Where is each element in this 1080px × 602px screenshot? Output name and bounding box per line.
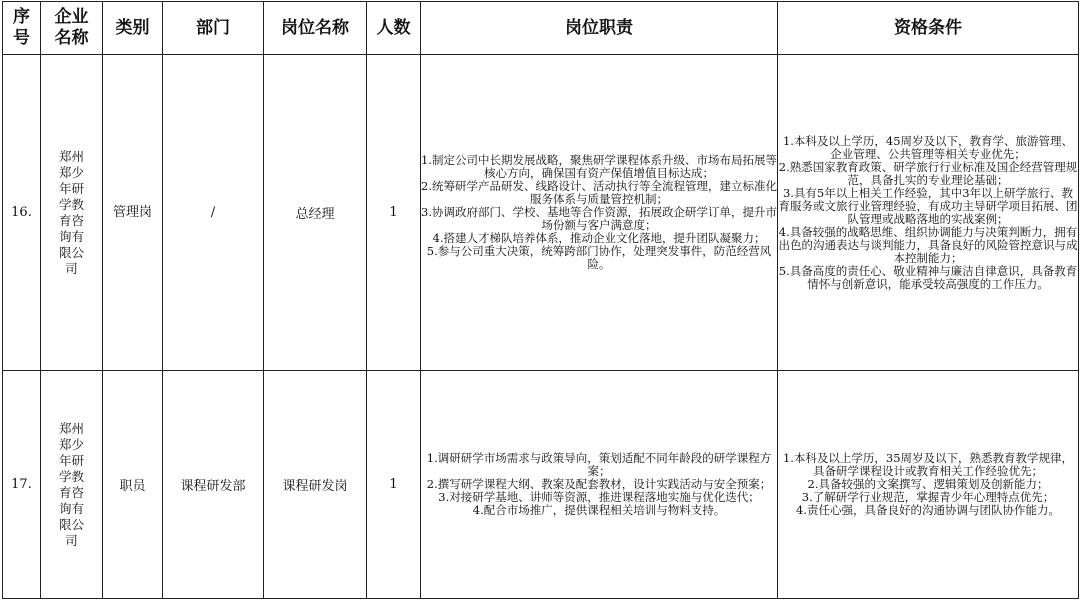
qualification-item: 2.熟悉国家教育政策、研学旅行行业标准及国企经营管理规范，具备扎实的专业理论基础； (778, 159, 1078, 187)
duty-item: 1.调研研学市场需求与政策导向，策划适配不同年龄段的研学课程方案； (426, 451, 772, 478)
table-row (3, 55, 1079, 371)
qualifications-cell (778, 55, 1079, 371)
qualification-item: 3.了解研学行业规范，掌握青少年心理特点优先； (801, 490, 1055, 504)
recruitment-table (2, 1, 1079, 599)
header-qualifications: 资格条件 (778, 2, 1079, 55)
header-category: 类别 (103, 2, 163, 55)
qualification-item: 1.本科及以上学历，35周岁及以下，熟悉教育教学规律，具备研学课程设计或教育相关工作经验优先； (782, 451, 1074, 478)
company-cell: 郑州郑少年研学教育咨询有限公司 (41, 55, 103, 371)
duty-item: 2.撰写研学课程大纲、教案及配套教材，设计实践活动与安全预案； (426, 477, 772, 491)
qualifications-cell (778, 371, 1079, 599)
position-cell: 课程研发岗 (264, 371, 367, 599)
header-company: 企业名称 (41, 2, 103, 55)
header-department: 部门 (163, 2, 264, 55)
department-cell: / (163, 55, 264, 371)
qualification-item: 2.具备较强的文案撰写、逻辑策划及创新能力； (807, 477, 1049, 491)
header-row (3, 2, 1079, 55)
qualification-item: 5.具备高度的责任心、敬业精神与廉洁自律意识，具备教育情怀与创新意识，能承受较高强度的工作压力。 (778, 263, 1078, 291)
count-cell: 1 (367, 55, 421, 371)
position-cell: 总经理 (264, 55, 367, 371)
duty-item: 5.参与公司重大决策，统筹跨部门协作，处理突发事件，防范经营风险。 (426, 244, 772, 271)
duty-item: 2.统筹研学产品研发、线路设计、活动执行等全流程管理，建立标准化服务体系与质量管控机制； (421, 179, 777, 206)
qualification-item: 3.具有5年以上相关工作经验，其中3年以上研学旅行、教育服务或文旅行业管理经验，有成功主导研学项目拓展、团队管理或战略落地的实战案例； (778, 185, 1078, 226)
table-row (3, 371, 1079, 599)
duty-item: 3.协调政府部门、学校、基地等合作资源，拓展政企研学订单，提升市场份额与客户满意度； (421, 205, 777, 232)
seq-cell: 16. (3, 55, 41, 371)
duty-item: 3.对接研学基地、讲师等资源，推进课程落地实施与优化迭代； (438, 490, 760, 504)
department-cell: 课程研发部 (163, 371, 264, 599)
seq-cell: 17. (3, 371, 41, 599)
header-duties: 岗位职责 (421, 2, 778, 55)
duty-item: 1.制定公司中长期发展战略，聚焦研学课程体系升级、市场布局拓展等核心方向，确保国有资产保值增值目标达成； (421, 153, 777, 180)
qualification-item: 4.责任心强，具备良好的沟通协调与团队协作能力。 (796, 503, 1060, 517)
category-cell: 管理岗 (103, 55, 163, 371)
header-count: 人数 (367, 2, 421, 55)
category-cell: 职员 (103, 371, 163, 599)
qualification-item: 4.具备较强的战略思维、组织协调能力与决策判断力，拥有出色的沟通表达与谈判能力，具备良好的风险管控意识与成本控制能力； (778, 224, 1078, 265)
header-seq: 序号 (3, 2, 41, 55)
qualification-item: 1.本科及以上学历，45周岁及以下，教育学、旅游管理、企业管理、公共管理等相关专业优先； (782, 133, 1074, 161)
duty-item: 4.搭建人才梯队培养体系，推动企业文化落地，提升团队凝聚力； (432, 231, 766, 245)
duties-cell (421, 371, 778, 599)
duties-cell (421, 55, 778, 371)
company-cell: 郑州郑少年研学教育咨询有限公司 (41, 371, 103, 599)
header-position: 岗位名称 (264, 2, 367, 55)
duty-item: 4.配合市场推广，提供课程相关培训与物料支持。 (472, 503, 726, 517)
count-cell: 1 (367, 371, 421, 599)
